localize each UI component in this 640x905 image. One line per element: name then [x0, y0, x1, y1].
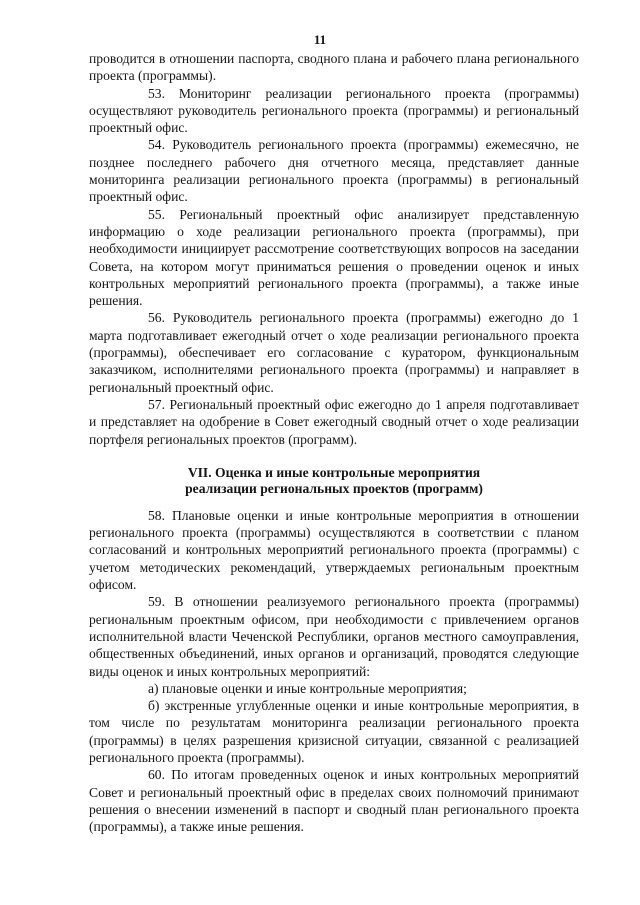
section-heading-line-2: реализации региональных проектов (программ) [185, 480, 483, 496]
paragraph-59-item-b: б) экстренные углубленные оценки и иные контрольные мероприятия, в том числе по результатам мониторинга реализации регионального проекта (программы) в целях разрешения кризисной ситуации, связанной с реализацией регионального проекта (программы). [89, 698, 579, 765]
paragraph-60: 60. По итогам проведенных оценок и иных контрольных мероприятий Совет и региональный проектный офис в пределах своих полномочий принимают решения о внесении изменений в паспорт и сводный план регионального проекта (программы), а также иные решения. [89, 767, 579, 835]
page-number: 11 [313, 32, 327, 47]
paragraph-57: 57. Региональный проектный офис ежегодно до 1 апреля подготавливает и представляет на одобрение в Совет ежегодный сводный отчет о ходе реализации портфеля региональных проектов (программ). [89, 396, 579, 447]
paragraph-55: 55. Региональный проектный офис анализирует представленную информацию о ходе реализации регионального проекта (программы), при необходимости инициирует рассмотрение соответствующих вопросов на заседании Совета, на котором могут приниматься решения о проведении оценок и иных контрольных мероприятий регионального проекта (программы), а также иные решения. [89, 206, 579, 309]
section-heading [89, 465, 579, 497]
document-body [89, 50, 579, 835]
paragraph-54: 54. Руководитель регионального проекта (программы) ежемесячно, не позднее последнего рабочего дня отчетного месяца, представляет данные мониторинга реализации регионального проекта (программы) в региональный проектный офис. [89, 137, 579, 205]
paragraph-56: 56. Руководитель регионального проекта (программы) ежегодно до 1 марта подготавливает ежегодный отчет о ходе реализации регионального проекта (программы), обеспечивает его согласование с куратором, функциональным заказчиком, исполнителями регионального проекта (программы) и направляет в региональный проектный офис. [89, 310, 579, 395]
paragraph-58: 58. Плановые оценки и иные контрольные мероприятия в отношении регионального проекта (программы) осуществляются в соответствии с планом согласований и контрольных мероприятий регионального проекта (программы) с учетом методических рекомендаций, утверждаемых региональным проектным офисом. [89, 507, 579, 593]
paragraph-52-continuation: проводится в отношении паспорта, сводного плана и рабочего плана регионального проекта (программы). [89, 51, 579, 84]
paragraph-59: 59. В отношении реализуемого регионального проекта (программы) региональным проектным офисом, при необходимости с привлечением органов исполнительной власти Чеченской Республики, органов местного самоуправления, общественных объединений, иных органов и организаций, проводятся следующие виды оценок и иных контрольных мероприятий: [89, 594, 579, 679]
section-heading-line-1: VII. Оценка и иные контрольные мероприятия [187, 464, 481, 480]
paragraph-59-item-a: а) плановые оценки и иные контрольные мероприятия; [148, 680, 467, 696]
paragraph-53: 53. Мониторинг реализации регионального проекта (программы) осуществляют руководитель регионального проекта (программы) и региональный проектный офис. [89, 85, 579, 136]
